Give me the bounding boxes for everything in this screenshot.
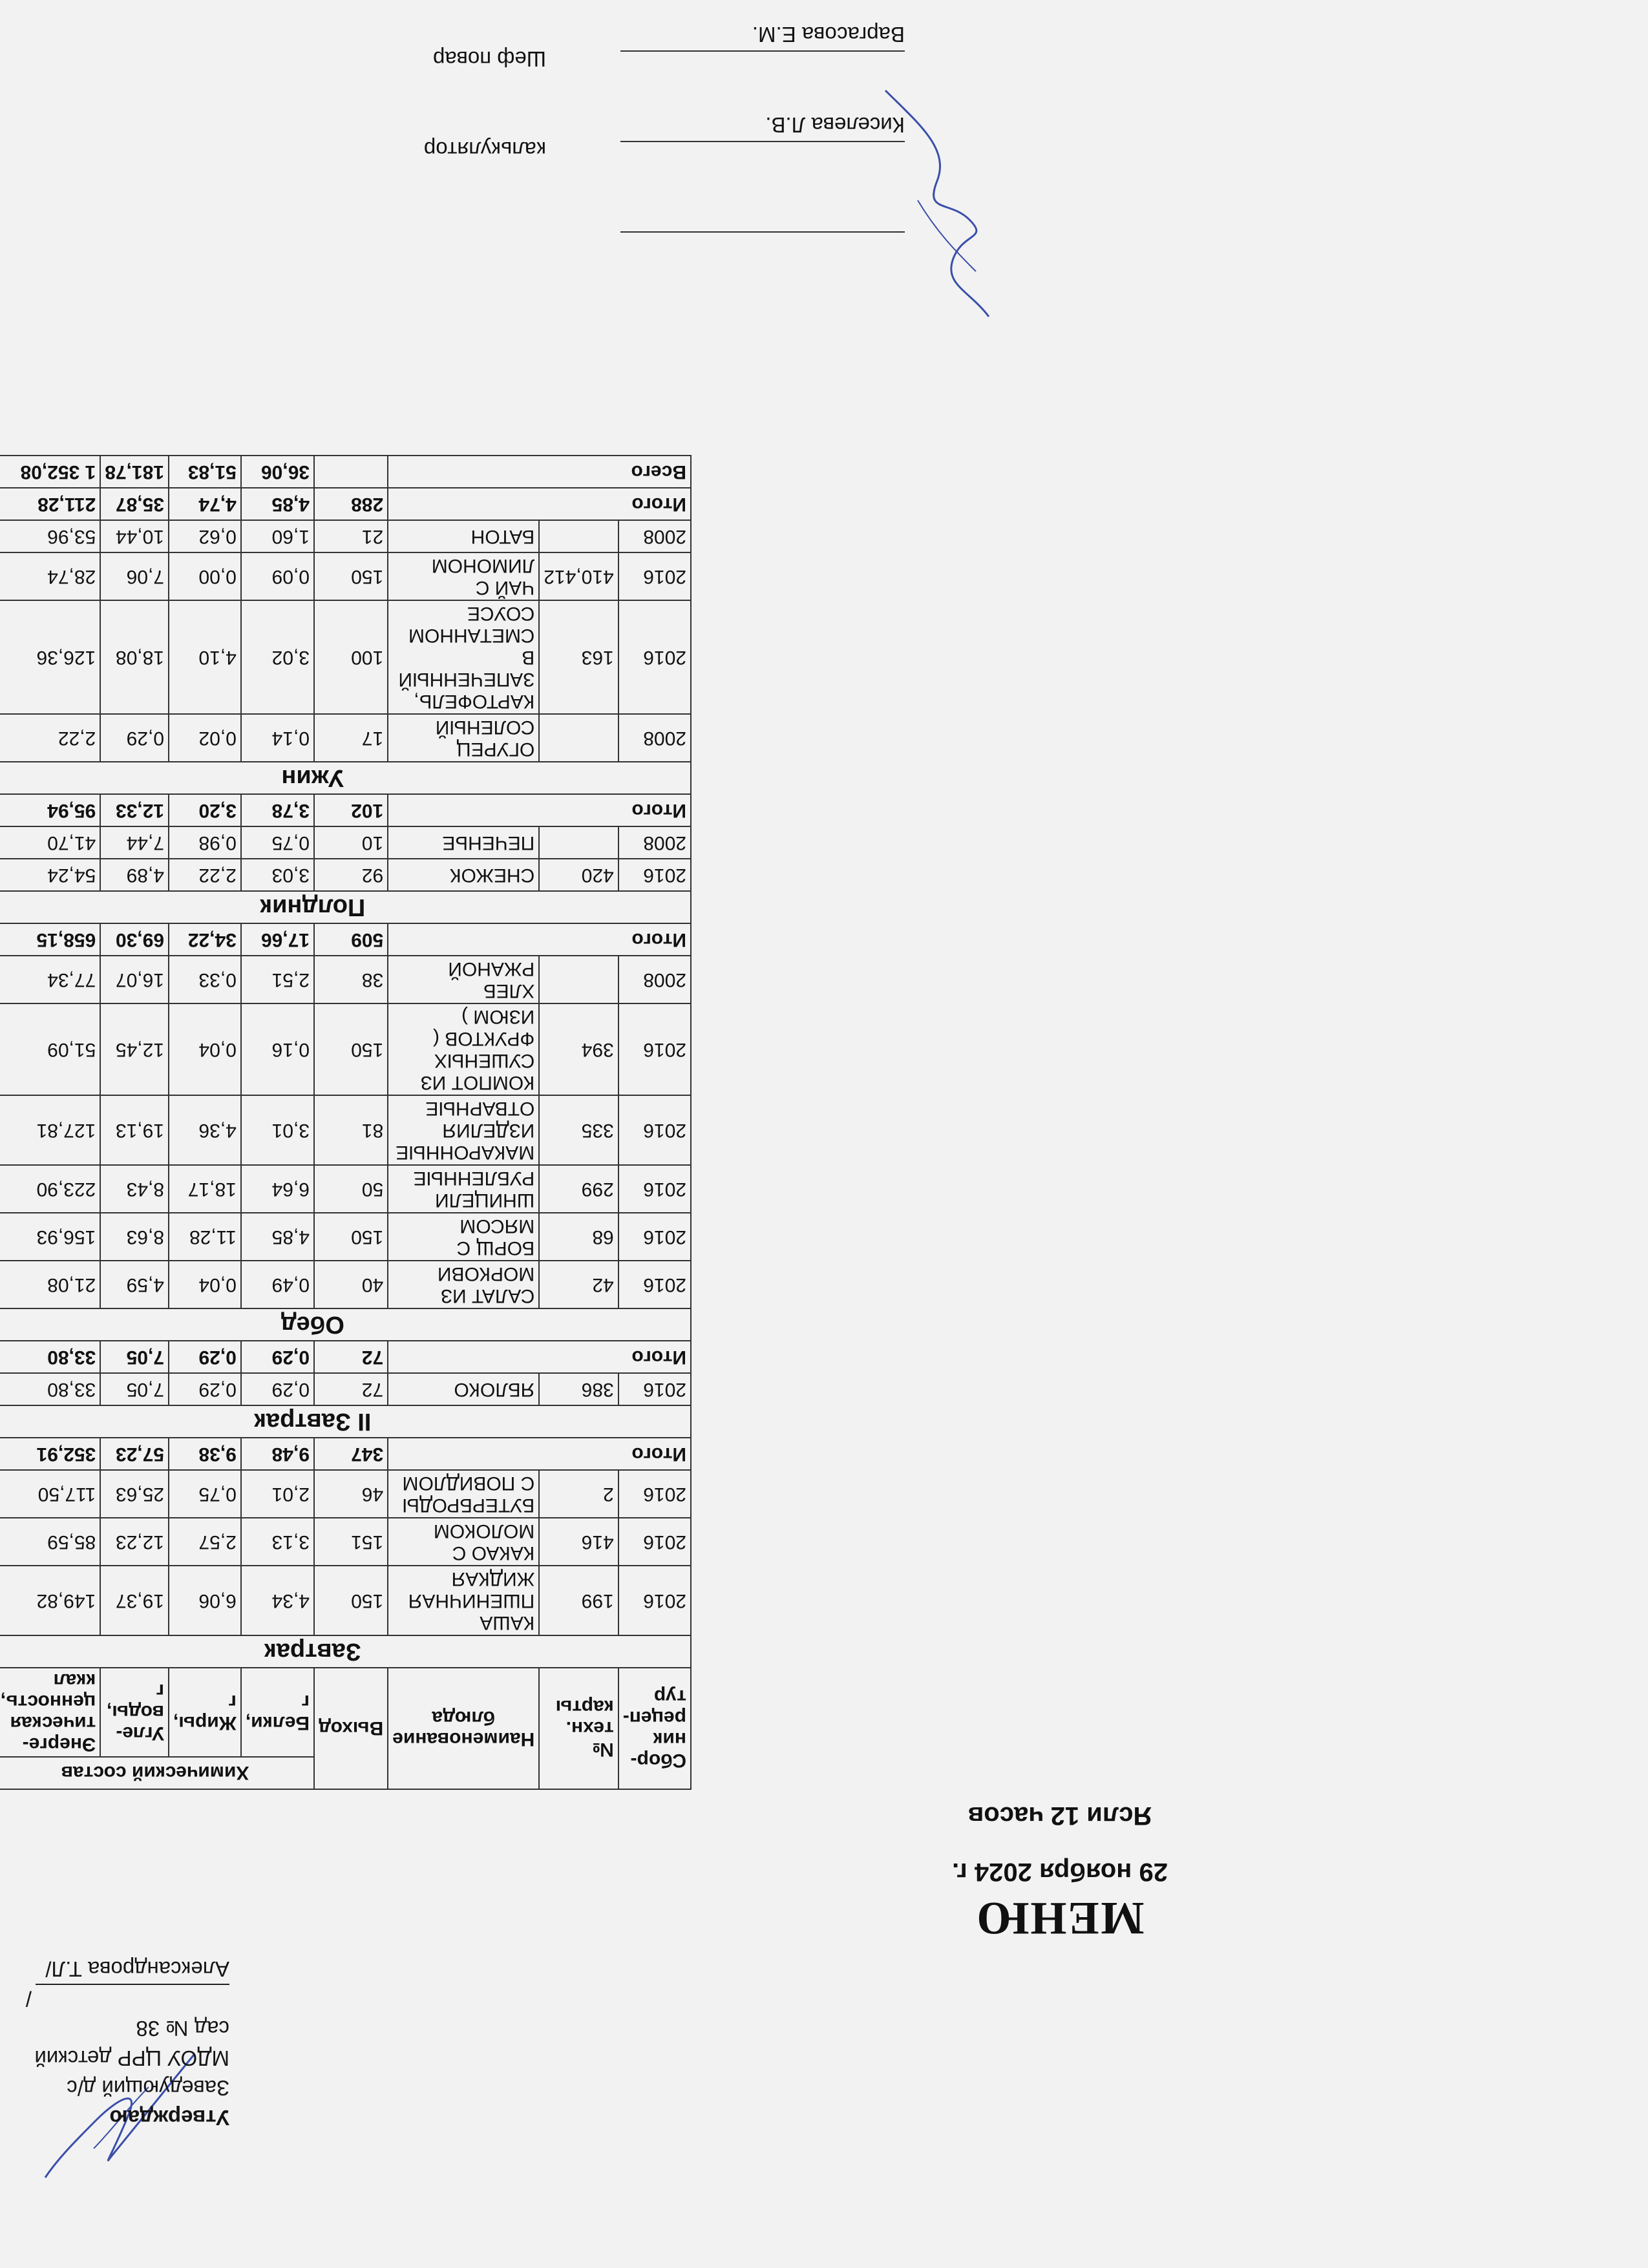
table-row xyxy=(0,1095,691,1165)
protein-cell: 1,60 xyxy=(241,520,314,552)
carbs-cell: 12,45 xyxy=(100,1003,169,1095)
dish-name-cell: ОГУРЕЦ СОЛЕНЫЙ xyxy=(388,714,539,762)
dish-name-cell: МАКАРОННЫЕ ИЗДЕЛИЯ ОТВАРНЫЕ xyxy=(388,1095,539,1165)
energy-cell: 156,93 xyxy=(0,1213,100,1261)
card-cell: 335 xyxy=(539,1095,618,1165)
source-cell: 2016 xyxy=(618,600,691,714)
signer-name: Киселева Л.В. xyxy=(765,113,905,137)
fat-cell: 4,36 xyxy=(169,1095,241,1165)
card-cell: 42 xyxy=(539,1261,618,1308)
card-cell: 386 xyxy=(539,1373,618,1405)
table-row xyxy=(0,1213,691,1261)
total-output-cell: 102 xyxy=(314,794,388,826)
total-carbs-cell: 57,23 xyxy=(100,1438,169,1470)
menu-heading xyxy=(0,1801,1648,1945)
fat-cell: 0,29 xyxy=(169,1373,241,1405)
energy-cell: 41,70 xyxy=(0,826,100,859)
source-cell: 2008 xyxy=(618,714,691,762)
dish-name-cell: КАКАО С МОЛОКОМ xyxy=(388,1518,539,1566)
total-fat-cell: 51,83 xyxy=(169,456,241,488)
card-cell: 299 xyxy=(539,1165,618,1213)
total-carbs-cell: 69,30 xyxy=(100,923,169,956)
source-cell: 2008 xyxy=(618,520,691,552)
energy-cell: 223,90 xyxy=(0,1165,100,1213)
protein-cell: 0,75 xyxy=(241,826,314,859)
fat-cell: 0,02 xyxy=(169,714,241,762)
header-protein: Белки, г xyxy=(241,1668,314,1757)
table-row xyxy=(0,520,691,552)
source-cell: 2016 xyxy=(618,1095,691,1165)
carbs-cell: 4,59 xyxy=(100,1261,169,1308)
section-title: II Завтрак xyxy=(0,1405,691,1438)
section-title: Полдник xyxy=(0,891,691,923)
source-cell: 2016 xyxy=(618,859,691,891)
total-carbs-cell: 181,78 xyxy=(100,456,169,488)
total-fat-cell: 0,29 xyxy=(169,1341,241,1373)
signer-name: Варгасова Е.М. xyxy=(752,23,905,47)
section-total-row xyxy=(0,794,691,826)
protein-cell: 0,49 xyxy=(241,1261,314,1308)
carbs-cell: 16,07 xyxy=(100,956,169,1003)
total-energy-cell: 1 352,08 xyxy=(0,456,100,488)
output-cell: 10 xyxy=(314,826,388,859)
output-cell: 92 xyxy=(314,859,388,891)
fat-cell: 4,10 xyxy=(169,600,241,714)
total-label-cell: Итого xyxy=(388,923,691,956)
total-energy-cell: 658,15 xyxy=(0,923,100,956)
total-fat-cell: 34,22 xyxy=(169,923,241,956)
menu-date: 29 ноября 2024 г. xyxy=(952,1858,1168,1886)
page-title: МЕНЮ xyxy=(975,1893,1145,1944)
protein-cell: 2,51 xyxy=(241,956,314,1003)
approval-organization: МДОУ ЦРР детский сад № 38 xyxy=(34,2017,229,2070)
total-energy-cell: 95,94 xyxy=(0,794,100,826)
dish-name-cell: СНЕЖОК xyxy=(388,859,539,891)
protein-cell: 2,01 xyxy=(241,1470,314,1518)
energy-cell: 2,22 xyxy=(0,714,100,762)
card-cell: 420 xyxy=(539,859,618,891)
approval-signature-line xyxy=(36,1984,229,2004)
fat-cell: 6,06 xyxy=(169,1566,241,1635)
fat-cell: 0,33 xyxy=(169,956,241,1003)
signature-line xyxy=(620,50,905,52)
section-title: Ужин xyxy=(0,762,691,794)
table-row xyxy=(0,1373,691,1405)
dish-name-cell: ШНИЦЕЛИ РУБЛЕННЫЕ xyxy=(388,1165,539,1213)
carbs-cell: 0,29 xyxy=(100,714,169,762)
dish-name-cell: КАРТОФЕЛЬ, ЗАПЕЧЕННЫЙ В СМЕТАННОМ СОУСЕ xyxy=(388,600,539,714)
dish-name-cell: ХЛЕБ РЖАНОЙ xyxy=(388,956,539,1003)
output-cell: 151 xyxy=(314,1518,388,1566)
output-cell: 150 xyxy=(314,1003,388,1095)
fat-cell: 0,00 xyxy=(169,552,241,600)
signer-role: Шеф повар xyxy=(432,47,546,71)
fat-cell: 18,17 xyxy=(169,1165,241,1213)
protein-cell: 3,03 xyxy=(241,859,314,891)
carbs-cell: 4,89 xyxy=(100,859,169,891)
source-cell: 2016 xyxy=(618,1261,691,1308)
output-cell: 150 xyxy=(314,552,388,600)
total-output-cell: 288 xyxy=(314,488,388,520)
fat-cell: 11,28 xyxy=(169,1213,241,1261)
carbs-cell: 7,44 xyxy=(100,826,169,859)
header-output: Выход xyxy=(314,1668,388,1789)
total-energy-cell: 352,91 xyxy=(0,1438,100,1470)
dish-name-cell: КОМПОТ ИЗ СУШЕНЫХ ФРУКТОВ ( ИЗЮМ ) xyxy=(388,1003,539,1095)
total-carbs-cell: 7,05 xyxy=(100,1341,169,1373)
total-protein-cell: 4,85 xyxy=(241,488,314,520)
total-label-cell: Итого xyxy=(388,488,691,520)
energy-cell: 77,34 xyxy=(0,956,100,1003)
signer-row xyxy=(259,97,905,187)
fat-cell: 0,75 xyxy=(169,1470,241,1518)
card-cell xyxy=(539,520,618,552)
source-cell: 2016 xyxy=(618,1165,691,1213)
total-output-cell: 72 xyxy=(314,1341,388,1373)
approval-signatory-name: /Александрова Т.Л/ xyxy=(25,1957,229,2011)
card-cell: 410,412 xyxy=(539,552,618,600)
header-source: Сбор-ник рецеп-тур xyxy=(618,1668,691,1789)
total-energy-cell: 33,80 xyxy=(0,1341,100,1373)
source-cell: 2016 xyxy=(618,1566,691,1635)
output-cell: 46 xyxy=(314,1470,388,1518)
card-cell xyxy=(539,714,618,762)
card-cell: 68 xyxy=(539,1213,618,1261)
carbs-cell: 8,43 xyxy=(100,1165,169,1213)
energy-cell: 127,81 xyxy=(0,1095,100,1165)
fat-cell: 0,98 xyxy=(169,826,241,859)
menu-table xyxy=(0,455,692,1790)
energy-cell: 51,09 xyxy=(0,1003,100,1095)
table-row xyxy=(0,1261,691,1308)
card-cell: 163 xyxy=(539,600,618,714)
carbs-cell: 8,63 xyxy=(100,1213,169,1261)
card-cell xyxy=(539,826,618,859)
protein-cell: 0,09 xyxy=(241,552,314,600)
source-cell: 2016 xyxy=(618,552,691,600)
menu-group: Ясли 12 часов xyxy=(967,1801,1152,1830)
signers-block xyxy=(259,6,905,278)
fat-cell: 2,22 xyxy=(169,859,241,891)
energy-cell: 28,74 xyxy=(0,552,100,600)
output-cell: 17 xyxy=(314,714,388,762)
approval-title: Утверждаю xyxy=(109,2106,229,2130)
fat-cell: 0,04 xyxy=(169,1003,241,1095)
header-chem: Химический состав xyxy=(0,1757,314,1789)
output-cell: 38 xyxy=(314,956,388,1003)
total-protein-cell: 3,78 xyxy=(241,794,314,826)
output-cell: 40 xyxy=(314,1261,388,1308)
card-cell: 394 xyxy=(539,1003,618,1095)
table-row xyxy=(0,859,691,891)
total-fat-cell: 9,38 xyxy=(169,1438,241,1470)
fat-cell: 0,62 xyxy=(169,520,241,552)
signer-row xyxy=(259,6,905,97)
header-name: Наименование блюда xyxy=(388,1668,539,1789)
signer-role: калькулятор xyxy=(423,138,546,162)
output-cell: 21 xyxy=(314,520,388,552)
approval-position: Заведующий д/с xyxy=(67,2076,229,2100)
energy-cell: 85,59 xyxy=(0,1518,100,1566)
total-label-cell: Итого xyxy=(388,1341,691,1373)
fat-cell: 0,04 xyxy=(169,1261,241,1308)
table-row xyxy=(0,1470,691,1518)
table-row xyxy=(0,826,691,859)
source-cell: 2016 xyxy=(618,1373,691,1405)
carbs-cell: 7,06 xyxy=(100,552,169,600)
section-total-row xyxy=(0,1438,691,1470)
section-total-row xyxy=(0,1341,691,1373)
card-cell xyxy=(539,956,618,1003)
total-fat-cell: 3,20 xyxy=(169,794,241,826)
dish-name-cell: КАША ПШЕНИЧНАЯ ЖИДКАЯ xyxy=(388,1566,539,1635)
protein-cell: 3,13 xyxy=(241,1518,314,1566)
source-cell: 2016 xyxy=(618,1213,691,1261)
source-cell: 2016 xyxy=(618,1470,691,1518)
total-label-cell: Итого xyxy=(388,1438,691,1470)
output-cell: 150 xyxy=(314,1213,388,1261)
section-row xyxy=(0,1308,691,1341)
header-card: № техн. карты xyxy=(539,1668,618,1789)
dish-name-cell: ЧАЙ С ЛИМОНОМ xyxy=(388,552,539,600)
total-output-cell xyxy=(314,456,388,488)
table-row xyxy=(0,1566,691,1635)
energy-cell: 53,96 xyxy=(0,520,100,552)
section-total-row xyxy=(0,488,691,520)
dish-name-cell: ПЕЧЕНЬЕ xyxy=(388,826,539,859)
energy-cell: 54,24 xyxy=(0,859,100,891)
output-cell: 150 xyxy=(314,1566,388,1635)
source-cell: 2008 xyxy=(618,826,691,859)
carbs-cell: 19,37 xyxy=(100,1566,169,1635)
table-row xyxy=(0,1003,691,1095)
table-row xyxy=(0,552,691,600)
carbs-cell: 25,63 xyxy=(100,1470,169,1518)
section-row xyxy=(0,1405,691,1438)
card-cell: 416 xyxy=(539,1518,618,1566)
protein-cell: 3,02 xyxy=(241,600,314,714)
total-energy-cell: 211,28 xyxy=(0,488,100,520)
output-cell: 81 xyxy=(314,1095,388,1165)
total-fat-cell: 4,74 xyxy=(169,488,241,520)
protein-cell: 4,34 xyxy=(241,1566,314,1635)
total-carbs-cell: 12,33 xyxy=(100,794,169,826)
section-row xyxy=(0,891,691,923)
signer-row xyxy=(259,187,905,278)
total-protein-cell: 9,48 xyxy=(241,1438,314,1470)
protein-cell: 0,14 xyxy=(241,714,314,762)
carbs-cell: 10,44 xyxy=(100,520,169,552)
source-cell: 2016 xyxy=(618,1518,691,1566)
table-row xyxy=(0,714,691,762)
total-protein-cell: 36,06 xyxy=(241,456,314,488)
card-cell: 199 xyxy=(539,1566,618,1635)
header-energy: Энерге-тическая ценность, ккал xyxy=(0,1668,100,1757)
grand-total-row xyxy=(0,456,691,488)
signature-line xyxy=(620,141,905,142)
carbs-cell: 19,13 xyxy=(100,1095,169,1165)
total-carbs-cell: 35,87 xyxy=(100,488,169,520)
section-title: Завтрак xyxy=(0,1635,691,1668)
menu-table-header xyxy=(0,1668,691,1789)
dish-name-cell: БАТОН xyxy=(388,520,539,552)
carbs-cell: 7,05 xyxy=(100,1373,169,1405)
total-label-cell: Итого xyxy=(388,794,691,826)
energy-cell: 126,36 xyxy=(0,600,100,714)
total-protein-cell: 0,29 xyxy=(241,1341,314,1373)
section-title: Обед xyxy=(0,1308,691,1341)
protein-cell: 4,85 xyxy=(241,1213,314,1261)
energy-cell: 21,08 xyxy=(0,1261,100,1308)
table-row xyxy=(0,1165,691,1213)
menu-table-body xyxy=(0,456,691,1668)
dish-name-cell: БУТЕРБРОДЫ С ПОВИДЛОМ xyxy=(388,1470,539,1518)
table-row xyxy=(0,600,691,714)
source-cell: 2008 xyxy=(618,956,691,1003)
total-protein-cell: 17,66 xyxy=(241,923,314,956)
carbs-cell: 18,08 xyxy=(100,600,169,714)
signature-line xyxy=(620,231,905,233)
output-cell: 100 xyxy=(314,600,388,714)
output-cell: 72 xyxy=(314,1373,388,1405)
protein-cell: 3,01 xyxy=(241,1095,314,1165)
total-label-cell: Всего xyxy=(388,456,691,488)
table-row xyxy=(0,956,691,1003)
dish-name-cell: ЯБЛОКО xyxy=(388,1373,539,1405)
carbs-cell: 12,23 xyxy=(100,1518,169,1566)
protein-cell: 0,29 xyxy=(241,1373,314,1405)
fat-cell: 2,57 xyxy=(169,1518,241,1566)
output-cell: 50 xyxy=(314,1165,388,1213)
source-cell: 2016 xyxy=(618,1003,691,1095)
approval-block xyxy=(0,1954,229,2132)
energy-cell: 117,50 xyxy=(0,1470,100,1518)
section-total-row xyxy=(0,923,691,956)
total-output-cell: 509 xyxy=(314,923,388,956)
header-fat: Жиры, г xyxy=(169,1668,241,1757)
total-output-cell: 347 xyxy=(314,1438,388,1470)
energy-cell: 33,80 xyxy=(0,1373,100,1405)
section-row xyxy=(0,762,691,794)
table-row xyxy=(0,1518,691,1566)
approval-signatory xyxy=(0,1954,229,2013)
dish-name-cell: САЛАТ ИЗ МОРКОВИ xyxy=(388,1261,539,1308)
card-cell: 2 xyxy=(539,1470,618,1518)
header-carbs: Угле-воды, г xyxy=(100,1668,169,1757)
energy-cell: 149,82 xyxy=(0,1566,100,1635)
protein-cell: 6,64 xyxy=(241,1165,314,1213)
section-row xyxy=(0,1635,691,1668)
dish-name-cell: БОРЩ С МЯСОМ xyxy=(388,1213,539,1261)
protein-cell: 0,16 xyxy=(241,1003,314,1095)
